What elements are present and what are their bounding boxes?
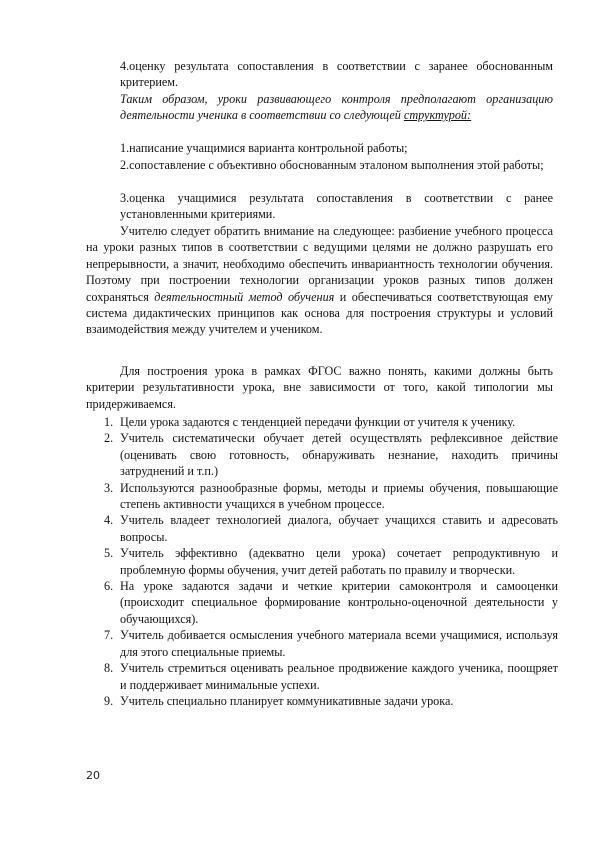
list-item-text: На уроке задаются задачи и четкие критерии самоконтроля и самооценки (происходит специальное формирование контрольно-оценочной деятельности у обучающихся). (120, 579, 558, 626)
criteria-list (100, 414, 558, 709)
lead-paragraph: 4.оценку результата сопоставления в соответствии с заранее обоснованным критерием. (120, 59, 553, 90)
list-item (100, 578, 558, 627)
list-item-number: 5. (104, 546, 114, 561)
teacher-paragraph (86, 223, 553, 338)
list-item (100, 512, 558, 545)
list-item (100, 693, 558, 709)
list-item (100, 545, 558, 578)
structure-step-2: 2.сопоставление с объективно обоснованным эталоном выполнения этой работы; (120, 158, 544, 172)
list-item-text: Учитель эффективно (адекватно цели урока) сочетает репродуктивную и проблемную формы обучения, учит детей работать по правилу и творчески. (120, 546, 558, 577)
list-item-text: Используются разнообразные формы, методы и приемы обучения, повышающие степень активности учащихся в учебном процессе. (120, 480, 558, 512)
fgos-paragraph: Для построения урока в рамках ФГОС важно понять, какими должны быть критерии результативности урока, вне зависимости от того, какой типологии мы придерживаемся. (86, 364, 553, 411)
italic-intro-underlined: структурой: (403, 108, 472, 123)
list-item-number: 2. (104, 431, 114, 446)
teacher-text-italic: деятельностный метод обучения (154, 289, 335, 304)
list-item-number: 9. (104, 693, 114, 708)
structure-step-3: 3.оценка учащимися результата сопоставления в соответствии с ранее установленными критериями. (120, 191, 553, 222)
italic-intro-paragraph (120, 91, 553, 124)
list-item (100, 660, 558, 693)
list-item-text: Учитель стремиться оценивать реальное продвижение каждого ученика, поощряет и поддерживает минимальные успехи. (120, 661, 558, 692)
list-item-number: 4. (104, 513, 114, 528)
list-item-text: Учитель специально планирует коммуникативные задачи урока. (120, 693, 454, 708)
page-number: 20 (86, 769, 100, 782)
list-item-number: 3. (104, 480, 114, 495)
teacher-text-after: и обеспечиваться соответствующая ему система дидактических принципов как основа для построения структуры и условий взаимодействия между учителем и учеником. (86, 289, 553, 337)
list-item-text: Учитель владеет технологией диалога, обучает учащихся ставить и адресовать вопросы. (120, 513, 558, 544)
list-item-text: Учитель систематически обучает детей осуществлять рефлексивное действие (оценивать свою готовность, обнаруживать незнание, находить причины затруднений и т.п.) (120, 431, 558, 479)
list-item-text: Цели урока задаются с тенденцией передачи функции от учителя к ученику. (120, 415, 516, 429)
italic-intro-text: Таким образом, уроки развивающего контроля предполагают организацию деятельности ученика в соответствии со следующей (120, 92, 553, 123)
list-item-number: 8. (104, 661, 114, 676)
teacher-text-before: Учителю следует обратить внимание на следующее: разбиение учебного процесса на уроки разных типов в соответствии с ведущими целями не должно разрушать его непрерывности, а значит, необходимо обеспечить инвариантность технологии обучения. Поэтому при построении технологии организации уроков разных типов должен сохраняться (86, 224, 553, 304)
list-item (100, 480, 558, 513)
list-item (100, 627, 558, 660)
list-item (100, 414, 558, 430)
list-item-number: 6. (104, 579, 114, 594)
structure-step-1: 1.написание учащимися варианта контрольной работы; (120, 141, 408, 155)
list-item-number: 7. (104, 628, 114, 643)
list-item-number: 1. (104, 415, 114, 429)
list-item (100, 430, 558, 479)
list-item-text: Учитель добивается осмысления учебного материала всеми учащимися, используя для этого специальные приемы. (120, 628, 558, 659)
